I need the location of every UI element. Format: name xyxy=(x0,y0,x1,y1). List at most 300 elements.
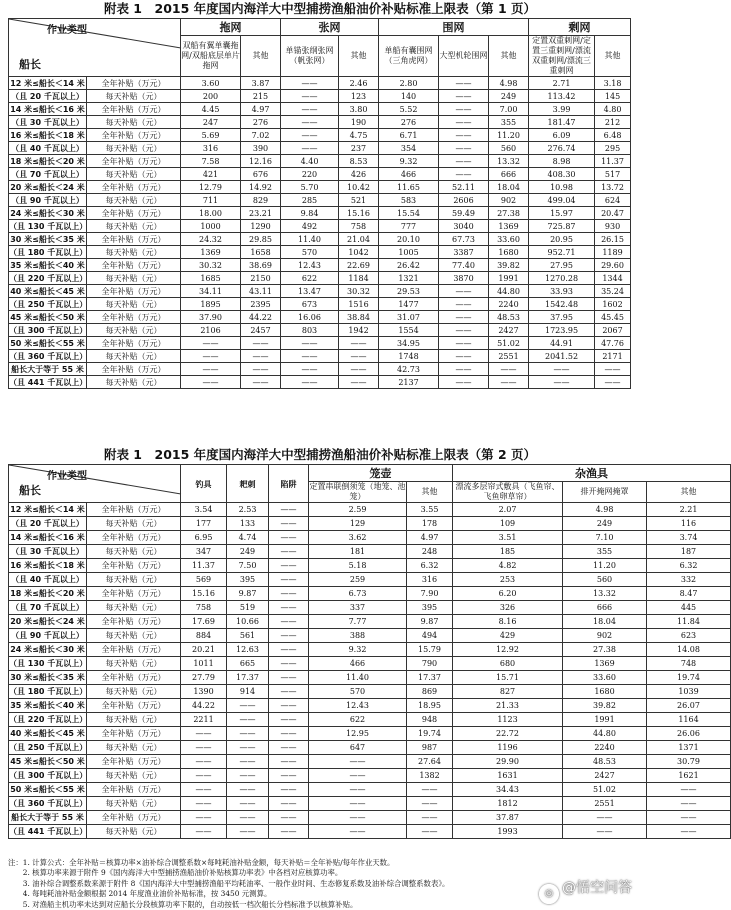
table-cell: 914 xyxy=(227,685,269,699)
table-row xyxy=(9,797,731,811)
table-cell: 8.98 xyxy=(529,155,595,168)
table-cell: 395 xyxy=(227,573,269,587)
table-cell: 11.20 xyxy=(563,559,647,573)
table-cell: —— xyxy=(269,573,309,587)
table-cell: 3040 xyxy=(439,220,489,233)
row-type-label: 全年补贴（万元） xyxy=(87,587,181,601)
row-length-label: （且 90 千瓦以上） xyxy=(9,629,87,643)
table-row xyxy=(9,755,731,769)
table-cell: 29.85 xyxy=(241,233,281,246)
table-cell: 15.71 xyxy=(453,671,563,685)
row-length-label: （且 30 千瓦以上） xyxy=(9,545,87,559)
table-cell: 902 xyxy=(563,629,647,643)
table-row xyxy=(9,615,731,629)
row-length-label: 35 米≤船长＜40 米 xyxy=(10,260,85,270)
table-cell: 113.42 xyxy=(529,90,595,103)
table-cell: 18.04 xyxy=(563,615,647,629)
table-cell: —— xyxy=(339,350,379,363)
table-cell: —— xyxy=(269,811,309,825)
table-cell: 952.71 xyxy=(529,246,595,259)
header-row xyxy=(9,465,731,482)
table-cell: —— xyxy=(181,741,227,755)
table-cell: 2551 xyxy=(563,797,647,811)
table-row xyxy=(9,155,631,168)
row-length-label: 14 米≤船长＜16 米 xyxy=(10,104,85,114)
table-cell: 11.20 xyxy=(489,129,529,142)
table-cell: —— xyxy=(269,629,309,643)
table-cell: —— xyxy=(407,783,453,797)
table-cell: —— xyxy=(563,825,647,839)
table-cell: 1942 xyxy=(339,324,379,337)
table-cell: —— xyxy=(309,825,407,839)
table-cell: —— xyxy=(181,350,241,363)
table-cell: 466 xyxy=(379,168,439,181)
column-header: 其他 xyxy=(647,482,731,503)
table-cell: 3.62 xyxy=(309,531,407,545)
table-cell: 1895 xyxy=(181,298,241,311)
table-cell: 20.47 xyxy=(595,207,631,220)
table-cell: 316 xyxy=(181,142,241,155)
table-cell: 1991 xyxy=(563,713,647,727)
table-cell: —— xyxy=(181,783,227,797)
table-cell: —— xyxy=(439,142,489,155)
table-cell: —— xyxy=(439,129,489,142)
table-cell: 185 xyxy=(453,545,563,559)
row-type-label: 全年补贴（万元） xyxy=(87,259,181,272)
row-type-label: 每天补贴（元） xyxy=(87,741,181,755)
table-cell: 7.58 xyxy=(181,155,241,168)
table-cell: 6.71 xyxy=(379,129,439,142)
table-cell: 1123 xyxy=(453,713,563,727)
column-header: 大型机轮围网 xyxy=(439,36,489,77)
table-cell: 827 xyxy=(453,685,563,699)
table-cell: —— xyxy=(227,811,269,825)
table-row xyxy=(9,233,631,246)
table-cell: 624 xyxy=(595,194,631,207)
table-cell: 1390 xyxy=(181,685,227,699)
table-cell: 3.51 xyxy=(453,531,563,545)
table-row xyxy=(9,699,731,713)
table-row xyxy=(9,531,731,545)
table-cell: 26.07 xyxy=(647,699,731,713)
corner-length-label: 船长 xyxy=(19,58,41,71)
row-length-label: 18 米≤船长＜20 米 xyxy=(10,156,85,166)
table-cell: 177 xyxy=(181,517,227,531)
table-cell: 33.93 xyxy=(529,285,595,298)
table-cell: 9.32 xyxy=(379,155,439,168)
table-cell: 499.04 xyxy=(529,194,595,207)
table-cell: 1723.95 xyxy=(529,324,595,337)
table-cell: 259 xyxy=(309,573,407,587)
table-cell: 519 xyxy=(227,601,269,615)
footnote-2: 2. 核算功率来源于附件 9《国内海洋大中型捕捞渔船油价补贴核算功率表》中各档对应核算功率。 xyxy=(8,868,343,878)
table-row xyxy=(9,573,731,587)
table-row xyxy=(9,629,731,643)
table-cell: 6.32 xyxy=(647,559,731,573)
table-cell: 1344 xyxy=(595,272,631,285)
table-cell: 15.97 xyxy=(529,207,595,220)
table-cell: 34.95 xyxy=(379,337,439,350)
column-header: 陷阱 xyxy=(269,465,309,503)
table-cell: 1991 xyxy=(489,272,529,285)
table-cell: 27.79 xyxy=(181,671,227,685)
table-cell: 26.06 xyxy=(647,727,731,741)
table-cell: —— xyxy=(227,769,269,783)
table-cell: —— xyxy=(339,337,379,350)
table-cell: 178 xyxy=(407,517,453,531)
table-cell: —— xyxy=(309,811,407,825)
row-length-label: （且 40 千瓦以上） xyxy=(9,142,87,155)
group-header: 笼壶 xyxy=(309,465,453,482)
table-cell: 30.32 xyxy=(181,259,241,272)
table-cell: —— xyxy=(181,376,241,389)
table-cell: 11.37 xyxy=(181,559,227,573)
table-row xyxy=(9,77,631,90)
row-type-label: 全年补贴（万元） xyxy=(87,755,181,769)
table-cell: 1011 xyxy=(181,657,227,671)
row-type-label: 每天补贴（元） xyxy=(87,629,181,643)
table-cell: 4.74 xyxy=(227,531,269,545)
table-cell: —— xyxy=(269,517,309,531)
table-cell: —— xyxy=(269,727,309,741)
row-type-label: 每天补贴（元） xyxy=(87,713,181,727)
row-type-label: 每天补贴（元） xyxy=(87,298,181,311)
table-cell: 829 xyxy=(241,194,281,207)
table-cell: 884 xyxy=(181,629,227,643)
table-cell: —— xyxy=(269,587,309,601)
table-cell: —— xyxy=(269,615,309,629)
table-cell: 2.46 xyxy=(339,77,379,90)
table-cell: —— xyxy=(227,755,269,769)
table-cell: —— xyxy=(269,783,309,797)
table-cell: 1680 xyxy=(563,685,647,699)
table-row xyxy=(9,142,631,155)
table-cell: —— xyxy=(269,657,309,671)
table-cell: —— xyxy=(439,337,489,350)
row-length-label: 45 米≤船长＜50 米 xyxy=(9,755,87,769)
table-cell: 2457 xyxy=(241,324,281,337)
table-cell: —— xyxy=(281,350,339,363)
table-cell: 20.21 xyxy=(181,643,227,657)
table-cell: 10.98 xyxy=(529,181,595,194)
table-cell: 987 xyxy=(407,741,453,755)
row-length-label: 40 米≤船长＜45 米 xyxy=(9,727,87,741)
table-cell: 2106 xyxy=(181,324,241,337)
table-row xyxy=(9,272,631,285)
row-length-label: 45 米≤船长＜50 米 xyxy=(10,312,85,322)
table-cell: 285 xyxy=(281,194,339,207)
table-cell: 123 xyxy=(339,90,379,103)
table-2-title: 附表 1 2015 年度国内海洋大中型捕捞渔船油价补贴标准上限表（第 2 页） xyxy=(103,447,537,462)
column-header: 耙刺 xyxy=(227,465,269,503)
row-length-label: 18 米≤船长＜20 米 xyxy=(9,587,87,601)
footnote-1: 注：1. 计算公式：全年补贴＝核算功率×油补综合调整系数×每吨耗油补贴金额，每天补贴＝全年补贴/每年作业天数。 xyxy=(8,858,395,867)
table-cell: 181.47 xyxy=(529,116,595,129)
table-cell: 34.43 xyxy=(453,783,563,797)
column-header: 其他 xyxy=(407,482,453,503)
table-cell: 9.87 xyxy=(407,615,453,629)
table-cell: 248 xyxy=(407,545,453,559)
table-cell: —— xyxy=(281,129,339,142)
table-cell: —— xyxy=(439,298,489,311)
row-length-label: （且 180 千瓦以上） xyxy=(9,247,88,257)
row-type-label: 每天补贴（元） xyxy=(87,573,181,587)
row-type-label: 每天补贴（元） xyxy=(87,272,181,285)
table-cell: —— xyxy=(181,811,227,825)
row-type-label: 全年补贴（万元） xyxy=(87,783,181,797)
table-cell: —— xyxy=(281,376,339,389)
table-cell: 1196 xyxy=(453,741,563,755)
table-cell: 67.73 xyxy=(439,233,489,246)
table-cell: 2150 xyxy=(241,272,281,285)
table-cell: 13.47 xyxy=(281,285,339,298)
table-cell: 623 xyxy=(647,629,731,643)
table-cell: 426 xyxy=(339,168,379,181)
row-type-label: 每天补贴（元） xyxy=(87,194,181,207)
table-row xyxy=(9,129,631,142)
row-length-label: （且 250 千瓦以上） xyxy=(9,741,87,755)
table-cell: 33.60 xyxy=(563,671,647,685)
table-cell: —— xyxy=(181,825,227,839)
table-cell: 2.53 xyxy=(227,503,269,517)
table-cell: 1748 xyxy=(379,350,439,363)
row-type-label: 每天补贴（元） xyxy=(87,376,181,389)
row-type-label: 全年补贴（万元） xyxy=(87,671,181,685)
table-cell: 140 xyxy=(379,90,439,103)
row-length-label: （且 441 千瓦以上） xyxy=(9,377,88,387)
row-length-label: 20 米≤船长＜24 米 xyxy=(10,182,85,192)
table-cell: 4.82 xyxy=(453,559,563,573)
table-row xyxy=(9,376,631,389)
row-type-label: 每天补贴（元） xyxy=(87,601,181,615)
row-type-label: 全年补贴（万元） xyxy=(87,727,181,741)
table-cell: 19.74 xyxy=(647,671,731,685)
row-length-label: 16 米≤船长＜18 米 xyxy=(9,559,87,573)
table-cell: 3387 xyxy=(439,246,489,259)
row-type-label: 每天补贴（元） xyxy=(87,545,181,559)
table-cell: 2427 xyxy=(563,769,647,783)
row-length-label: 12 米≤船长＜14 米 xyxy=(9,503,87,517)
table-cell: —— xyxy=(439,363,489,376)
table-cell: 35.24 xyxy=(595,285,631,298)
row-type-label: 全年补贴（万元） xyxy=(87,155,181,168)
table-cell: —— xyxy=(269,769,309,783)
row-type-label: 全年补贴（万元） xyxy=(87,103,181,116)
table-cell: —— xyxy=(181,727,227,741)
row-type-label: 每天补贴（元） xyxy=(87,220,181,233)
table-cell: —— xyxy=(439,285,489,298)
table-cell: 6.09 xyxy=(529,129,595,142)
table-cell: —— xyxy=(269,503,309,517)
row-type-label: 全年补贴（万元） xyxy=(87,363,181,376)
table-cell: 494 xyxy=(407,629,453,643)
table-cell: 6.32 xyxy=(407,559,453,573)
table-cell: 4.97 xyxy=(241,103,281,116)
row-length-label: （且 220 千瓦以上） xyxy=(9,273,88,283)
table-row xyxy=(9,811,731,825)
table-cell: 1812 xyxy=(453,797,563,811)
table-cell: 1000 xyxy=(181,220,241,233)
row-length-label: （且 130 千瓦以上） xyxy=(9,221,88,231)
row-length-label: 24 米≤船长＜30 米 xyxy=(9,643,87,657)
row-type-label: 每天补贴（元） xyxy=(87,116,181,129)
row-type-label: 全年补贴（万元） xyxy=(87,615,181,629)
row-type-label: 每天补贴（元） xyxy=(87,350,181,363)
table-cell: —— xyxy=(647,811,731,825)
table-cell: 45.45 xyxy=(595,311,631,324)
table-cell: 38.84 xyxy=(339,311,379,324)
table-row xyxy=(9,168,631,181)
table-cell: 790 xyxy=(407,657,453,671)
table-row xyxy=(9,246,631,259)
table-cell: 29.60 xyxy=(595,259,631,272)
table-cell: 4.98 xyxy=(563,503,647,517)
table-row xyxy=(9,503,731,517)
table-cell: 570 xyxy=(281,246,339,259)
table-cell: —— xyxy=(269,601,309,615)
row-length-label: 12 米≤船长＜14 米 xyxy=(10,78,85,88)
row-length-label: （且 20 千瓦以上） xyxy=(9,517,87,531)
row-type-label: 全年补贴（万元） xyxy=(87,285,181,298)
row-type-label: 每天补贴（元） xyxy=(87,769,181,783)
column-header: 漂流多层帘式敷具（飞鱼帘、飞鱼卵草帘） xyxy=(453,482,563,503)
table-cell: 11.40 xyxy=(309,671,407,685)
row-length-label: （且 180 千瓦以上） xyxy=(9,685,87,699)
table-cell: —— xyxy=(269,545,309,559)
table-cell: 4.97 xyxy=(407,531,453,545)
table-cell: —— xyxy=(281,363,339,376)
table-cell: 3.18 xyxy=(595,77,631,90)
table-cell: 316 xyxy=(407,573,453,587)
table-cell: —— xyxy=(407,797,453,811)
row-type-label: 每天补贴（元） xyxy=(87,90,181,103)
table-cell: 23.21 xyxy=(241,207,281,220)
corner-header xyxy=(9,465,181,503)
corner-type-label: 作业类型 xyxy=(47,25,87,36)
table-cell: 6.73 xyxy=(309,587,407,601)
table-cell: 4.75 xyxy=(339,129,379,142)
table-cell: 1270.28 xyxy=(529,272,595,285)
table-cell: 673 xyxy=(281,298,339,311)
table-cell: —— xyxy=(439,155,489,168)
table-cell: 20.10 xyxy=(379,233,439,246)
table-row xyxy=(9,783,731,797)
table-cell: 10.66 xyxy=(227,615,269,629)
column-header: 其他 xyxy=(241,36,281,77)
table-cell: 42.73 xyxy=(379,363,439,376)
table-cell: 249 xyxy=(563,517,647,531)
table-cell: 1369 xyxy=(563,657,647,671)
table-cell: 33.60 xyxy=(489,233,529,246)
column-header: 定置串联倒须笼（地笼、池笼） xyxy=(309,482,406,501)
row-length-label: 24 米≤船长＜30 米 xyxy=(10,208,85,218)
column-header: 其他 xyxy=(489,36,529,77)
table-cell: 408.30 xyxy=(529,168,595,181)
table-cell: 7.77 xyxy=(309,615,407,629)
table-cell: 200 xyxy=(181,90,241,103)
column-header: 单船有囊围网（三角虎网） xyxy=(379,36,439,77)
table-cell: 12.79 xyxy=(181,181,241,194)
table-cell: 39.82 xyxy=(563,699,647,713)
table-cell: 39.82 xyxy=(489,259,529,272)
subsidy-table-1 xyxy=(8,18,631,389)
table-cell: —— xyxy=(309,755,407,769)
row-length-label: （且 360 千瓦以上） xyxy=(9,797,87,811)
table-cell: 22.72 xyxy=(453,727,563,741)
table-cell: 7.02 xyxy=(241,129,281,142)
footnote-4: 4. 每吨耗油补贴金额根据 2014 年度渔业油价补贴标准，按 3450 元测算。 xyxy=(8,889,272,899)
row-length-label: （且 130 千瓦以上） xyxy=(9,657,87,671)
table-cell: 355 xyxy=(563,545,647,559)
table-cell: 15.54 xyxy=(379,207,439,220)
row-type-label: 每天补贴（元） xyxy=(87,657,181,671)
table-cell: —— xyxy=(309,783,407,797)
row-length-label: 14 米≤船长＜16 米 xyxy=(9,531,87,545)
table-cell: —— xyxy=(227,713,269,727)
table-row xyxy=(9,545,731,559)
table-cell: 30.79 xyxy=(647,755,731,769)
table-cell: 24.32 xyxy=(181,233,241,246)
table-cell: —— xyxy=(647,797,731,811)
table-cell: 1685 xyxy=(181,272,241,285)
table-cell: 237 xyxy=(339,142,379,155)
table-cell: —— xyxy=(529,376,595,389)
table-cell: 758 xyxy=(339,220,379,233)
table-cell: 9.84 xyxy=(281,207,339,220)
table-cell: —— xyxy=(647,825,731,839)
table-cell: 395 xyxy=(407,601,453,615)
table-cell: 249 xyxy=(489,90,529,103)
row-type-label: 全年补贴（万元） xyxy=(87,77,181,90)
row-length-label: （且 360 千瓦以上） xyxy=(9,351,88,361)
table-cell: 355 xyxy=(489,116,529,129)
table-cell: —— xyxy=(407,811,453,825)
table-cell: 276 xyxy=(379,116,439,129)
table-cell: 116 xyxy=(647,517,731,531)
table-cell: 948 xyxy=(407,713,453,727)
table-cell: 2041.52 xyxy=(529,350,595,363)
row-type-label: 全年补贴（万元） xyxy=(87,311,181,324)
table-row xyxy=(9,657,731,671)
table-cell: 5.18 xyxy=(309,559,407,573)
table-cell: 276 xyxy=(241,116,281,129)
table-cell: 276.74 xyxy=(529,142,595,155)
table-cell: —— xyxy=(269,741,309,755)
table-row xyxy=(9,769,731,783)
table-cell: 8.16 xyxy=(453,615,563,629)
table-cell: —— xyxy=(227,699,269,713)
row-type-label: 每天补贴（元） xyxy=(87,517,181,531)
row-type-label: 每天补贴（元） xyxy=(87,324,181,337)
table-cell: 1658 xyxy=(241,246,281,259)
table-row xyxy=(9,220,631,233)
table-cell: 2240 xyxy=(489,298,529,311)
table-cell: 190 xyxy=(339,116,379,129)
table-cell: —— xyxy=(269,755,309,769)
table-cell: 295 xyxy=(595,142,631,155)
row-type-label: 全年补贴（万元） xyxy=(87,531,181,545)
group-header: 张网 xyxy=(281,19,379,36)
table-cell: 1369 xyxy=(489,220,529,233)
table-cell: 12.95 xyxy=(309,727,407,741)
table-cell: 758 xyxy=(181,601,227,615)
group-header: 围网 xyxy=(379,19,529,36)
table-cell: —— xyxy=(181,337,241,350)
table-cell: 1164 xyxy=(647,713,731,727)
table-cell: 1602 xyxy=(595,298,631,311)
table-cell: 109 xyxy=(453,517,563,531)
table-row xyxy=(9,741,731,755)
